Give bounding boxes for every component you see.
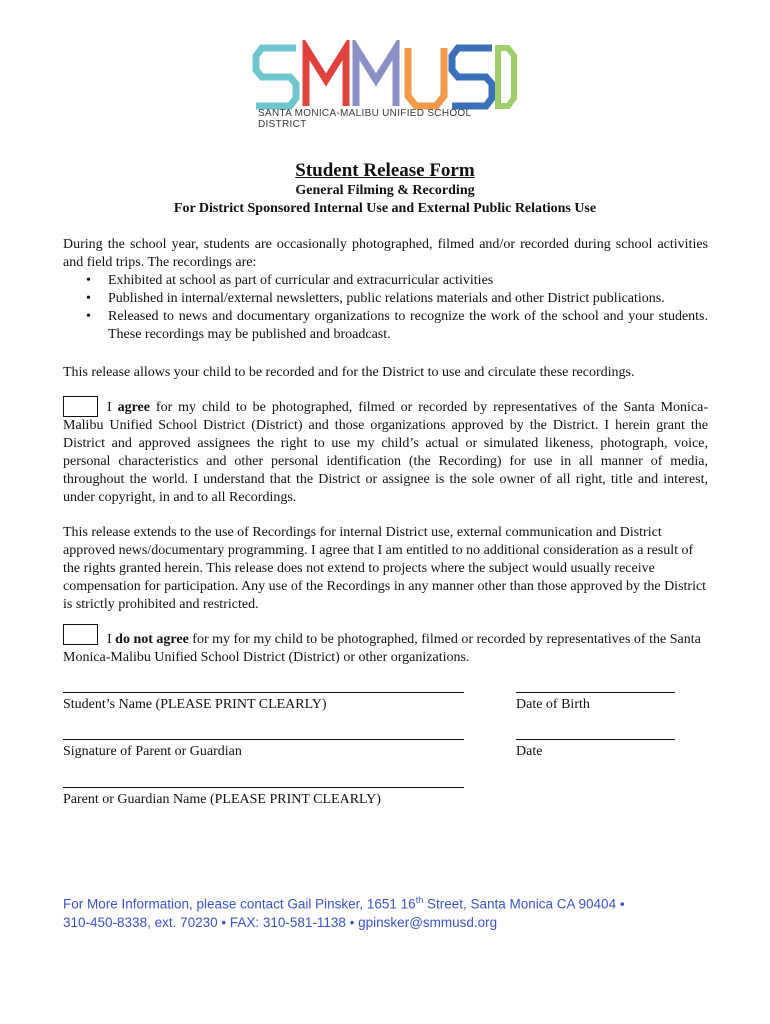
contact-footer (63, 891, 723, 932)
dob-label: Date of Birth (516, 697, 590, 712)
parent-signature-field[interactable] (63, 739, 464, 740)
student-name-field[interactable] (63, 692, 464, 693)
bullet-icon: • (86, 309, 91, 324)
bullet-icon: • (86, 273, 91, 288)
agree-paragraph: I agree for my child to be photographed, filmed or recorded by representatives of the Santa Monica-Malibu Unified School District (District) and those organizations approved by the District. I herein grant the District and approved assignees the right to use my child’s actual or simulated likeness, photograph, voice, personal characteristics and other personal identification (the Recording) for use in all manner of media, throughout the world. I understand that the District or assignee is the sole owner of all right, title and interest, under copyright, in and to all Recordings. (63, 400, 709, 505)
form-subtitle-use: For District Sponsored Internal Use and External Public Relations Use (173, 201, 597, 216)
disagree-label: do not agree (115, 632, 189, 647)
date-label: Date (516, 744, 543, 759)
bullet-icon: • (86, 291, 91, 306)
intro-paragraph: During the school year, students are occasionally photographed, filmed and/or recorded during school activities and field trips. The recordings are: (63, 237, 708, 270)
parent-signature-label: Signature of Parent or Guardian (63, 744, 242, 759)
list-item: • Released to news and documentary organizations to recognize the work of the school and your students. These recordings may be published and broadcast. (86, 309, 708, 342)
contact-line-2: 310-450-8338, ext. 70230 • FAX: 310-581-1138 • gpinsker@smmusd.org (63, 914, 498, 930)
list-item: • Published in internal/external newsletters, public relations materials and other District publications. (86, 291, 665, 306)
logo-subtitle: SANTA MONICA-MALIBU UNIFIED SCHOOL DISTRICT (258, 108, 472, 130)
release-statement: This release allows your child to be recorded and for the District to use and circulate these recordings. (63, 365, 635, 380)
recordings-list (63, 272, 708, 344)
parent-name-field[interactable] (63, 787, 464, 788)
dob-field[interactable] (516, 692, 675, 693)
parent-name-label: Parent or Guardian Name (PLEASE PRINT CLEARLY) (63, 792, 381, 807)
contact-line-1: For More Information, please contact Gail Pinsker, 1651 16th Street, Santa Monica CA 90404 • (63, 895, 625, 912)
agree-label: agree (117, 400, 150, 415)
form-subtitle-filming: General Filming & Recording (295, 183, 475, 198)
list-item: • Exhibited at school as part of curricular and extracurricular activities (86, 273, 494, 288)
form-title: Student Release Form (295, 160, 475, 181)
date-field[interactable] (516, 739, 675, 740)
extends-paragraph: This release extends to the use of Recordings for internal District use, external communication and District approved news/documentary programming. I agree that I am entitled to no additional consideration as a result of the rights granted herein. This release does not extend to projects where the subject would usually receive compensation for participation. Any use of the Recordings in any manner other than those approved by the District is strictly prohibited and restricted. (63, 525, 707, 612)
disagree-paragraph: I do not agree for my for my child to be photographed, filmed or recorded by representatives of the Santa Monica-Malibu Unified School District (District) or other organizations. (63, 632, 701, 665)
student-name-label: Student’s Name (PLEASE PRINT CLEARLY) (63, 697, 327, 712)
